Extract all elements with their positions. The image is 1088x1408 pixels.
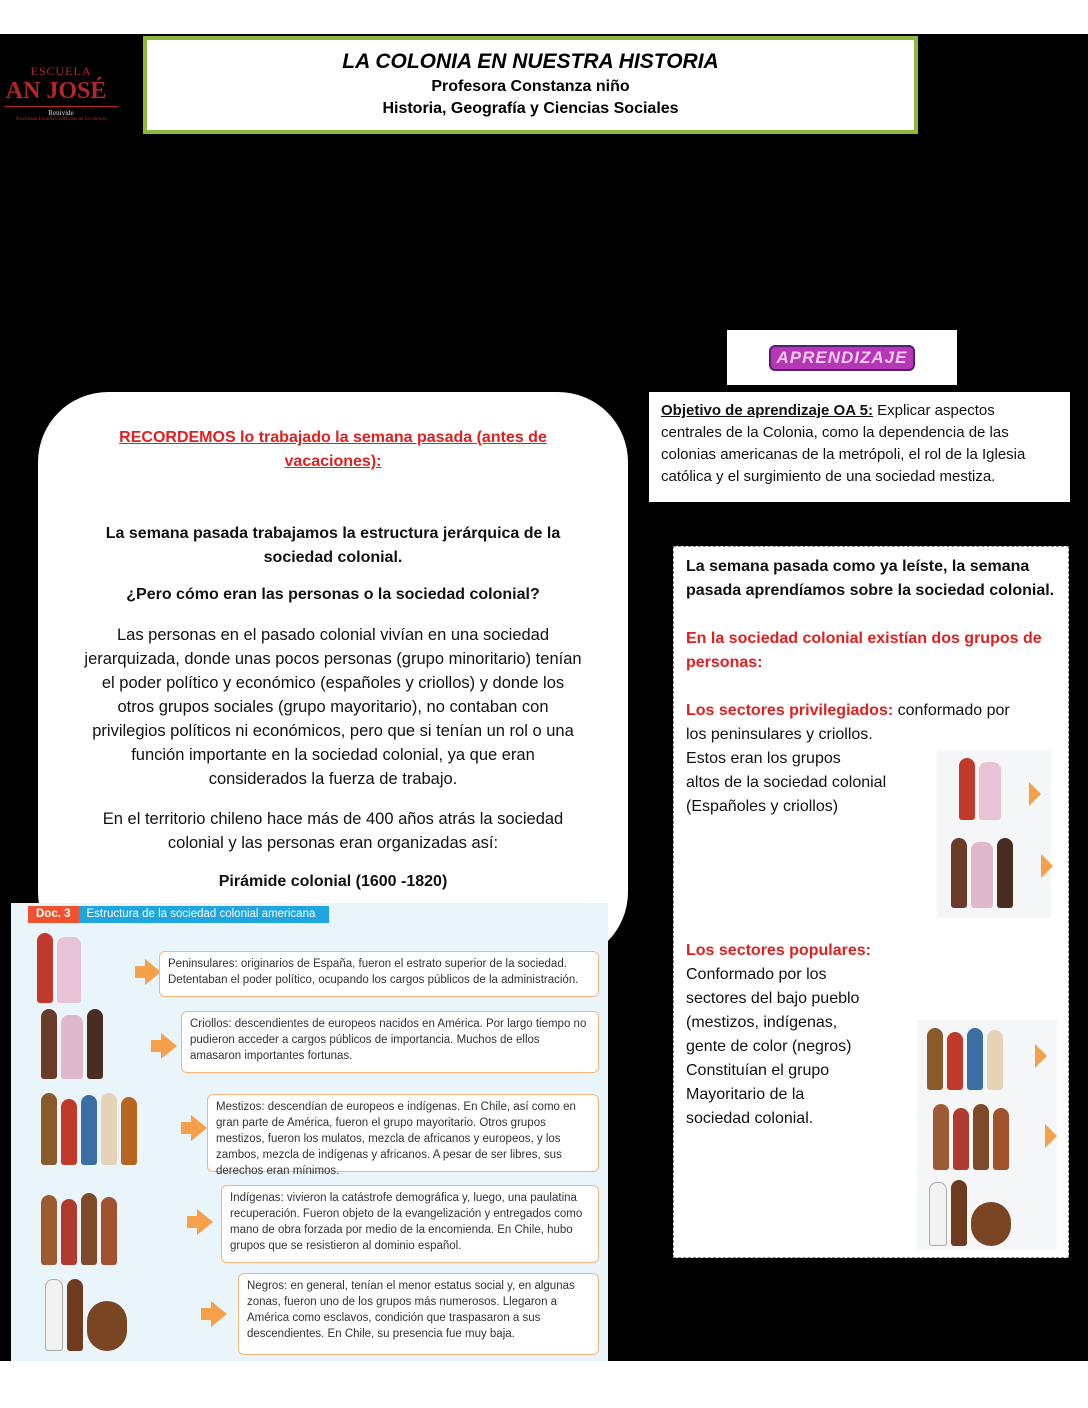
popular-label: Los sectores populares: xyxy=(686,942,871,959)
privileged-line-1: conformado por xyxy=(893,702,1010,719)
negros-illustration xyxy=(45,1279,127,1351)
paragraph-2: En el territorio chileno hace más de 400 años atrás la sociedad colonial y las personas eran organizadas así: xyxy=(102,810,564,852)
arrow-icon xyxy=(191,1115,207,1141)
logo-line-1: ESCUELA xyxy=(30,64,92,78)
logo-line-3: Renivíde xyxy=(48,109,74,117)
peninsulares-illustration xyxy=(37,933,81,1003)
row-peninsulares: Peninsulares: originarios de España, fueron el estrato superior de la sociedad. Detentaban el poder político, ocupando los cargos públicos de la administración. xyxy=(159,951,599,997)
question-text: ¿Pero cómo eran las personas o la sociedad colonial? xyxy=(126,586,540,603)
badge-label: APRENDIZAJE xyxy=(769,345,916,371)
logo-line-4: Acreditada Escuela Certificada de Excelencia xyxy=(15,117,107,122)
popular-line-4: gente de color (negros) xyxy=(686,1038,852,1055)
popular-line-3: (mestizos, indígenas, xyxy=(686,1014,838,1031)
privileged-line-5: (Españoles y criollos) xyxy=(686,798,839,815)
doc-title: Estructura de la sociedad colonial americana xyxy=(79,906,330,923)
doc-header xyxy=(28,906,329,923)
popular-sectors-image xyxy=(917,1020,1057,1250)
privileged-line-2: los peninsulares y criollos. xyxy=(686,726,873,743)
subject-name: Historia, Geografía y Ciencias Sociales xyxy=(382,100,679,117)
paragraph-1: Las personas en el pasado colonial vivían en una sociedad jerarquizada, donde unas pocos personas (grupo minoritario) tenían el poder político y económico (españoles y criollos) y donde los otros grupos sociales (grupo mayoritario), no contaban con privilegios políticos ni económicos, pero que si tenían un rol o una función importante en la sociedad colonial, ya que eran considerados la fuerza de trabajo. xyxy=(84,626,582,788)
criollos-illustration xyxy=(41,1009,103,1079)
summary-intro: La semana pasada como ya leíste, la semana pasada aprendíamos sobre la sociedad colonial. xyxy=(686,558,1055,599)
row-indigenas: Indígenas: vivieron la catástrofe demográfica y, luego, una paulatina recuperación. Fueron objeto de la evangelización y entregados como mano de obra forzada por medio de la encomienda. En Chile, hubo grupos que se resistieron al dominio español. xyxy=(221,1185,599,1263)
colonial-structure-document xyxy=(11,903,608,1361)
objective-text: Explicar aspectos centrales de la Colonia, como la dependencia de las colonias americanas de la metrópoli, el rol de la Iglesia católica y el surgimiento de una sociedad mestiza. xyxy=(661,402,1026,485)
popular-line-2: sectores del bajo pueblo xyxy=(686,990,860,1007)
groups-heading: En la sociedad colonial existían dos grupos de personas: xyxy=(686,630,1042,671)
teacher-name: Profesora Constanza niño xyxy=(431,78,630,95)
objective-label: Objetivo de aprendizaje OA 5: xyxy=(661,402,873,419)
popular-line-5: Constituían el grupo xyxy=(686,1062,830,1079)
row-mestizos: Mestizos: descendían de europeos e indígenas. En Chile, así como en gran parte de América, fueron el grupo mayoritario. Otros grupos mestizos, fueron los mulatos, mezcla de africanos y europeos, y los zambos, mezcla de indígenas y africanos. A pesar de ser libres, sus derechos eran mínimos. xyxy=(207,1094,599,1172)
popular-line-7: sociedad colonial. xyxy=(686,1110,814,1127)
doc-number: Doc. 3 xyxy=(28,906,79,923)
pyramid-title: Pirámide colonial (1600 -1820) xyxy=(218,873,448,890)
objective-box xyxy=(649,392,1070,502)
privileged-sectors-image xyxy=(937,750,1051,918)
mestizos-illustration xyxy=(41,1093,137,1165)
indigenas-illustration xyxy=(41,1193,117,1265)
recall-heading: RECORDEMOS lo trabajado la semana pasada (antes de vacaciones): xyxy=(119,429,547,470)
privileged-label: Los sectores privilegiados: xyxy=(686,702,894,719)
school-logo xyxy=(0,58,122,128)
popular-line-1: Conformado por los xyxy=(686,966,827,983)
logo-line-2: AN JOSÉ xyxy=(5,78,107,104)
row-criollos: Criollos: descendientes de europeos nacidos en América. Por largo tiempo no pudieron acceder a cargos públicos de importancia. Muchos de ellos amasaron importantes fortunas. xyxy=(181,1011,599,1073)
header-box xyxy=(143,36,918,134)
arrow-icon xyxy=(197,1209,213,1235)
popular-line-6: Mayoritario de la xyxy=(686,1086,805,1103)
privileged-line-4: altos de la sociedad colonial xyxy=(686,774,887,791)
page-title: LA COLONIA EN NUESTRA HISTORIA xyxy=(342,50,719,73)
row-negros: Negros: en general, tenían el menor estatus social y, en algunas zonas, fueron uno de los grupos más numerosos. Llegaron a América como esclavos, condición que traspasaron a sus descendientes. En Chile, su presencia fue muy baja. xyxy=(238,1273,599,1355)
intro-text: La semana pasada trabajamos la estructura jerárquica de la sociedad colonial. xyxy=(105,525,561,566)
arrow-icon xyxy=(161,1033,177,1059)
aprendizaje-badge xyxy=(727,330,957,385)
arrow-icon xyxy=(211,1301,227,1327)
logo-rule xyxy=(4,106,118,107)
recall-bubble xyxy=(38,392,628,962)
privileged-line-3: Estos eran los grupos xyxy=(686,750,841,767)
